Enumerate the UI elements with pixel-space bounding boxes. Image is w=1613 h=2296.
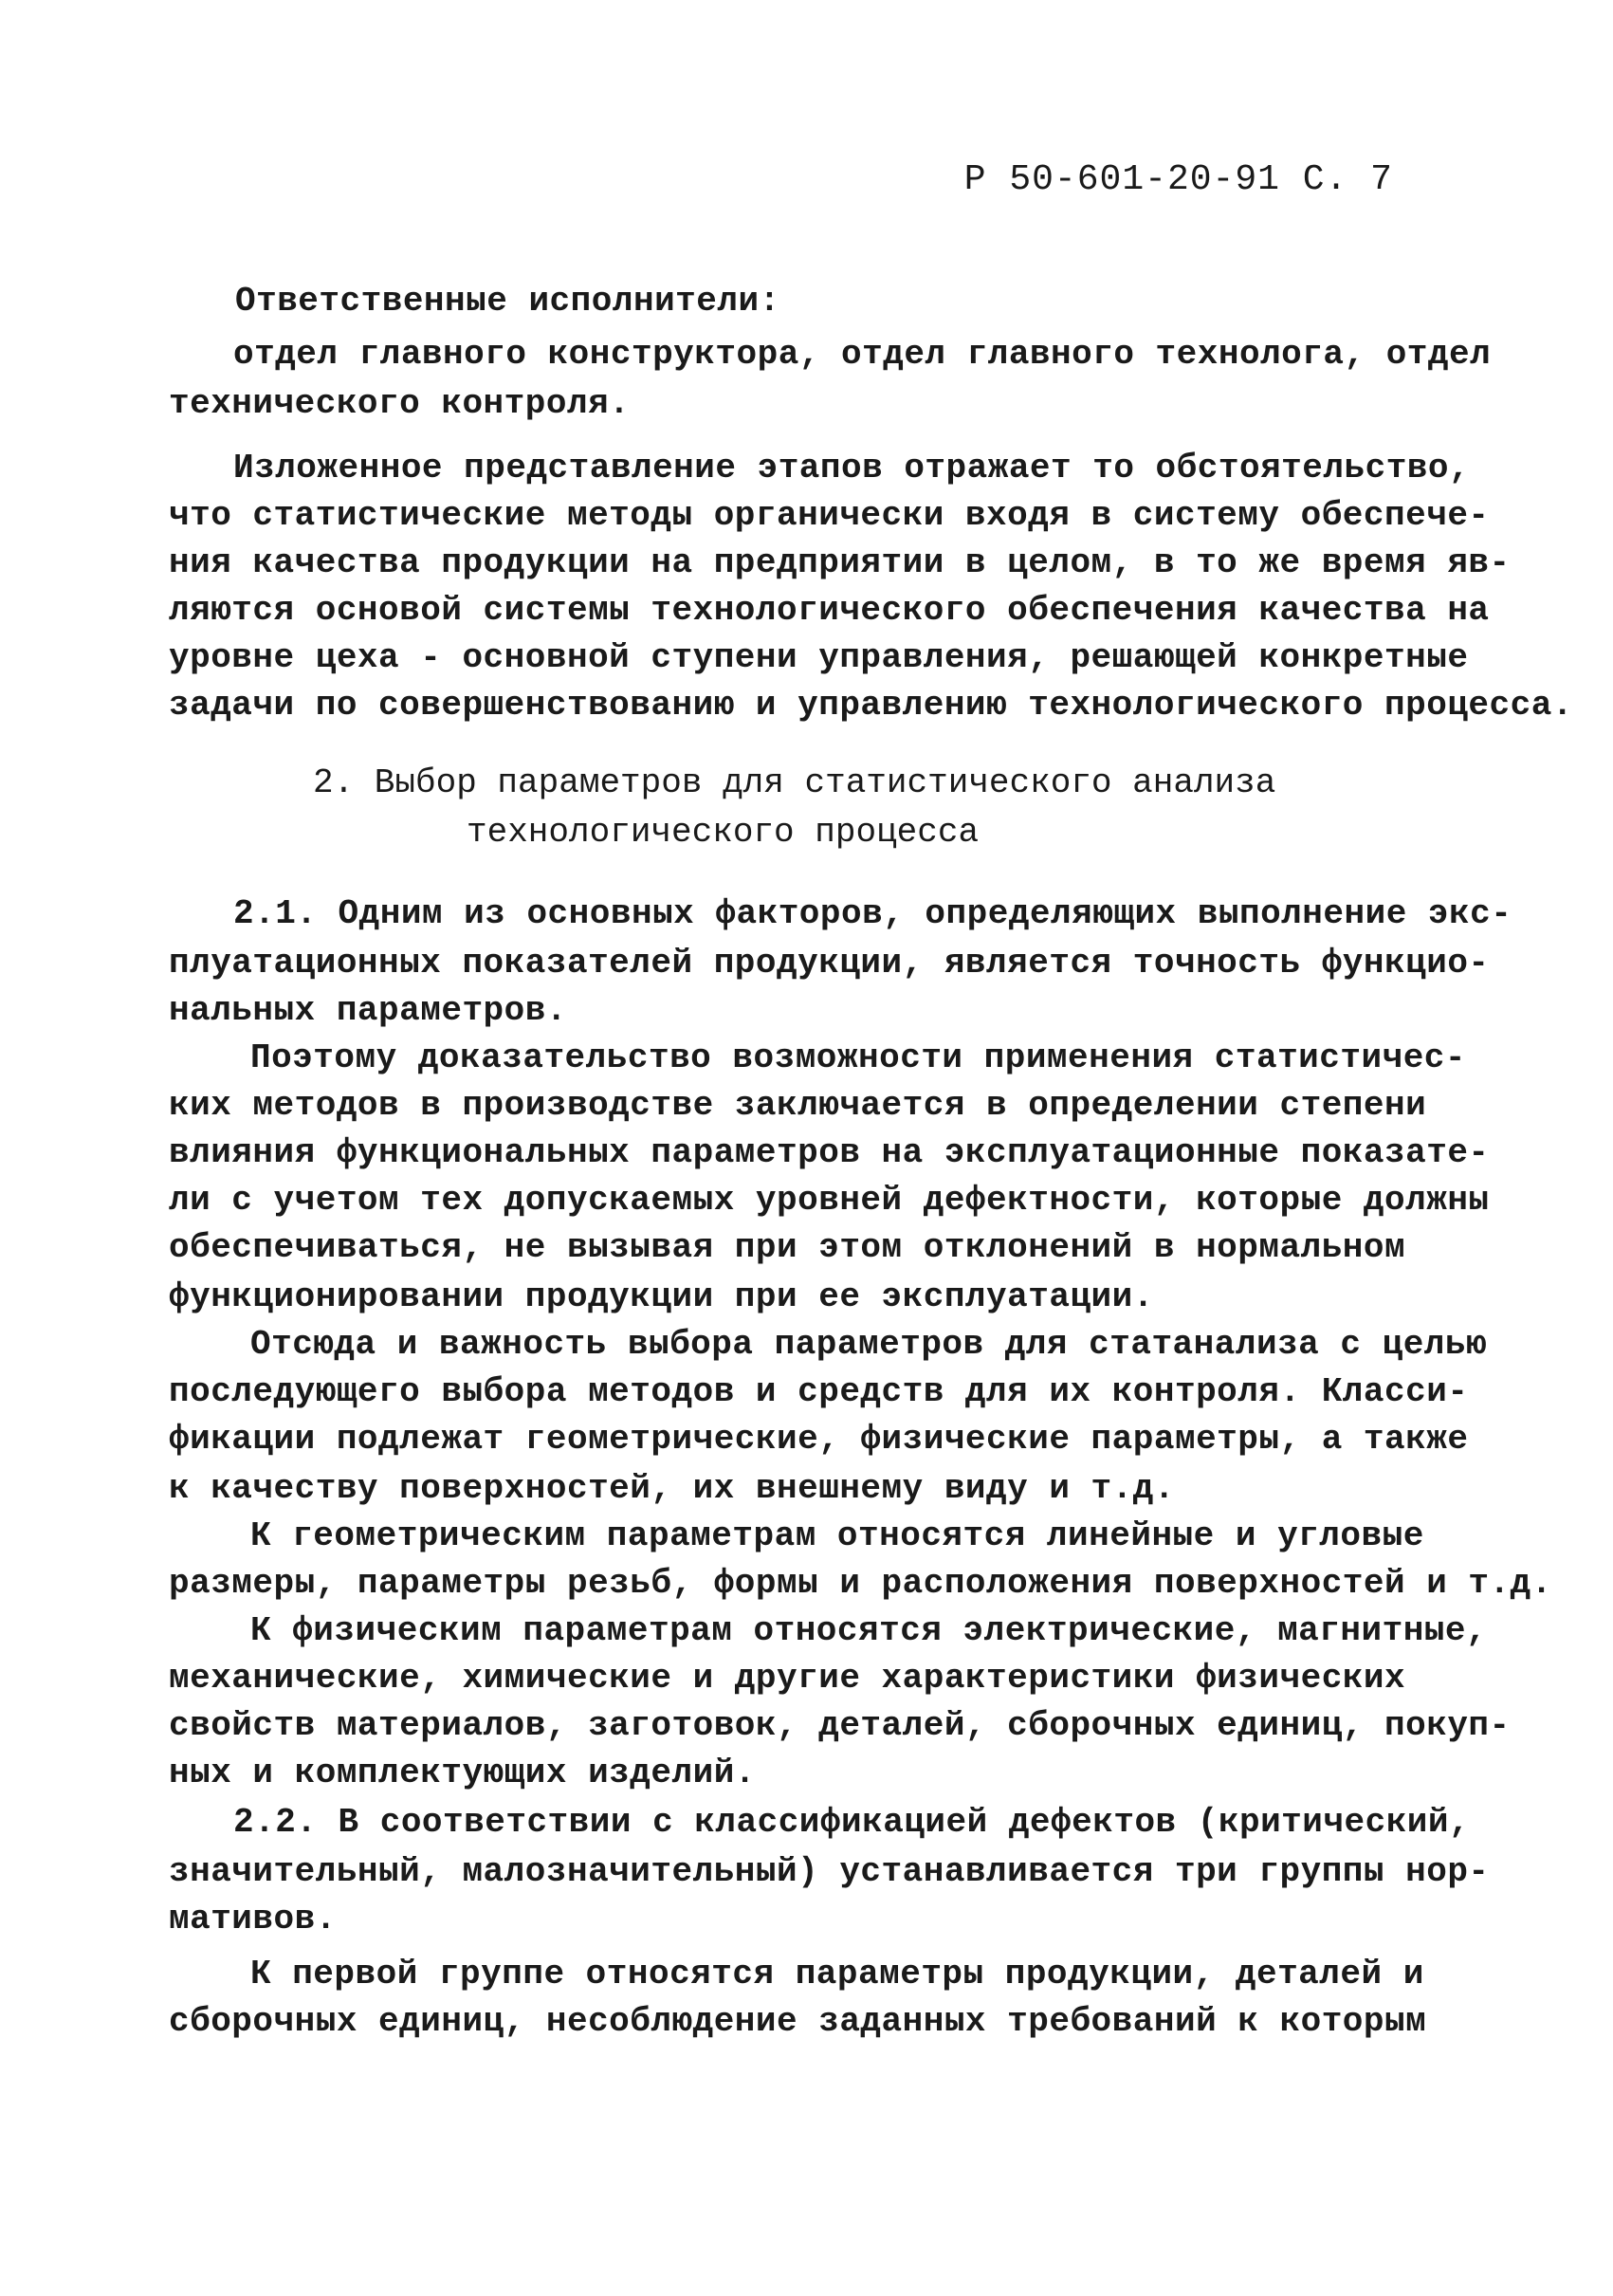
text-line: ния качества продукции на предприятии в целом, в то же время яв- xyxy=(169,543,1511,582)
text-line: уровне цеха - основной ступени управления, решающей конкретные xyxy=(169,638,1469,677)
text-line: нальных параметров. xyxy=(169,991,567,1030)
text-line: 2.2. В соответствии с классификацией дефектов (критический, xyxy=(233,1803,1471,1842)
text-line: ких методов в производстве заключается в определении степени xyxy=(169,1086,1427,1125)
text-line: обеспечиваться, не вызывая при этом отклонений в нормальном xyxy=(169,1228,1406,1267)
text-line: задачи по совершенствованию и управлению технологического процесса. xyxy=(169,686,1573,725)
text-line: сборочных единиц, несоблюдение заданных требований к которым xyxy=(169,2002,1427,2041)
section-heading: технологического процесса xyxy=(467,813,980,852)
text-line: технического контроля. xyxy=(169,384,631,423)
text-line: последующего выбора методов и средств для их контроля. Класси- xyxy=(169,1372,1469,1411)
text-line: функционировании продукции при ее эксплуатации. xyxy=(169,1277,1154,1316)
text-line: ных и комплектующих изделий. xyxy=(169,1754,756,1792)
text-line: Ответственные исполнители: xyxy=(235,282,780,321)
text-line: Поэтому доказательство возможности применения статистичес- xyxy=(250,1038,1467,1077)
text-line: ли с учетом тех допускаемых уровней дефектности, которые должны xyxy=(169,1181,1490,1220)
text-line: что статистические методы органически входя в систему обеспече- xyxy=(169,496,1490,535)
text-line: фикации подлежат геометрические, физические параметры, а также xyxy=(169,1420,1469,1459)
text-line: механические, химические и другие характеристики физических xyxy=(169,1659,1406,1698)
text-line: влияния функциональных параметров на эксплуатационные показате- xyxy=(169,1133,1490,1172)
text-line: Отсюда и важность выбора параметров для статанализа с целью xyxy=(250,1325,1488,1364)
text-line: свойств материалов, заготовок, деталей, сборочных единиц, покуп- xyxy=(169,1706,1511,1745)
text-line: размеры, параметры резьб, формы и расположения поверхностей и т.д. xyxy=(169,1564,1552,1603)
text-line: к качеству поверхностей, их внешнему виду и т.д. xyxy=(169,1469,1175,1508)
text-line: 2.1. Одним из основных факторов, определяющих выполнение экс- xyxy=(233,894,1512,933)
text-line: ляются основой системы технологического обеспечения качества на xyxy=(169,591,1490,630)
text-line: значительный, малозначительный) устанавливается три группы нор- xyxy=(169,1852,1490,1891)
text-line: К первой группе относятся параметры продукции, деталей и xyxy=(250,1955,1424,1993)
text-line: К геометрическим параметрам относятся линейные и угловые xyxy=(250,1516,1424,1555)
text-line: К физическим параметрам относятся электрические, магнитные, xyxy=(250,1611,1488,1650)
page-header: Р 50-601-20-91 С. 7 xyxy=(963,159,1393,200)
text-line: мативов. xyxy=(169,1900,337,1938)
text-line: отдел главного конструктора, отдел главного технолога, отдел xyxy=(233,335,1492,374)
section-heading: 2. Выбор параметров для статистического анализа xyxy=(313,763,1276,802)
text-line: Изложенное представление этапов отражает то обстоятельство, xyxy=(233,449,1471,487)
text-line: плуатационных показателей продукции, является точность функцио- xyxy=(169,944,1490,983)
